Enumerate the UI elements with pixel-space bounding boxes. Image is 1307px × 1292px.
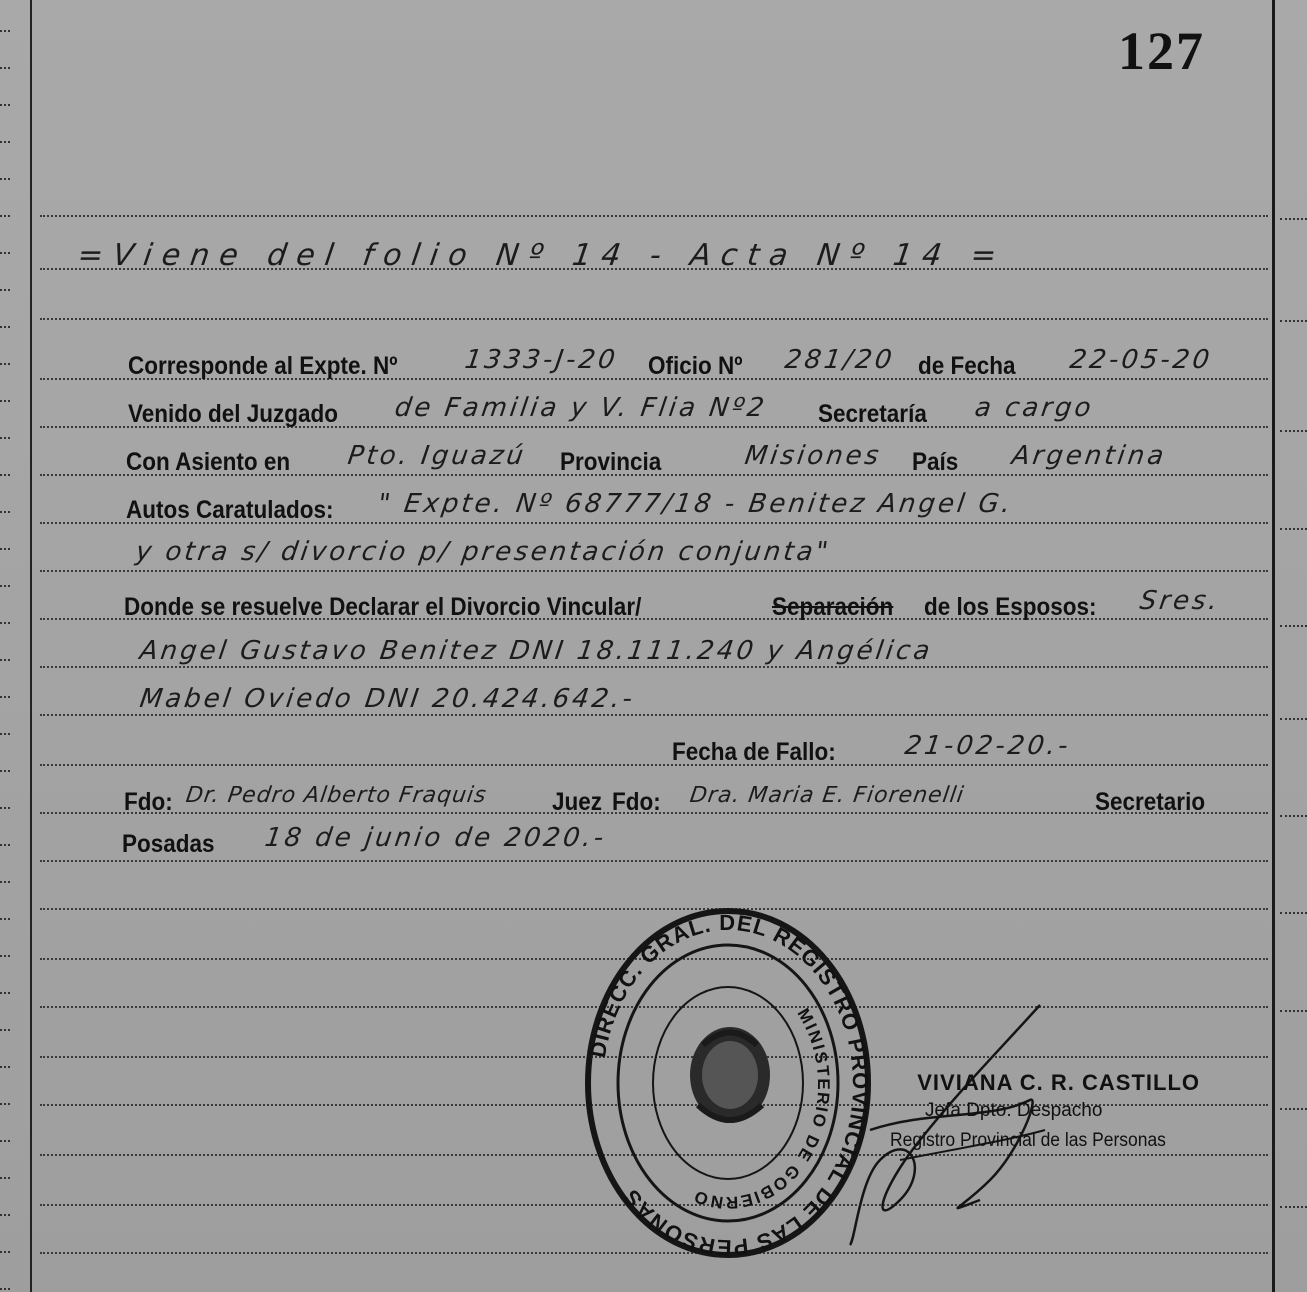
signatory-role: Jefa Dpto. Despacho — [925, 1100, 1103, 1121]
resuelve-label: Donde se resuelve Declarar el Divorcio Vincular/ — [124, 593, 642, 621]
official-seal — [583, 905, 873, 1260]
separacion-label: Separación — [772, 593, 894, 621]
pais-label: País — [912, 448, 959, 476]
secretario-value: Dra. Maria E. Fiorenelli — [688, 783, 966, 808]
secretaria-label: Secretaría — [818, 400, 927, 428]
esposos-label: de los Esposos: — [924, 593, 1097, 621]
signatory-office: Registro Provincial de las Personas — [890, 1130, 1166, 1151]
esposos-line-2: Mabel Oviedo DNI 20.424.642.- — [137, 684, 638, 714]
fdo2-label: Fdo: — [612, 788, 661, 816]
pais-value: Argentina — [1009, 441, 1169, 471]
posadas-label: Posadas — [122, 830, 215, 858]
signatory-name: VIVIANA C. R. CASTILLO — [917, 1070, 1200, 1095]
provincia-label: Provincia — [560, 448, 662, 476]
asiento-label: Con Asiento en — [126, 448, 291, 476]
oficio-label: Oficio Nº — [648, 352, 743, 380]
juez-value: Dr. Pedro Alberto Fraquis — [184, 783, 489, 808]
coat-of-arms-icon — [690, 1027, 770, 1123]
autos-line-1: " Expte. Nº 68777/18 - Benitez Angel G. — [375, 489, 1016, 519]
provincia-value: Misiones — [742, 441, 884, 471]
seal-inner-text: MINISTERIO DE GOBIERNO — [690, 1005, 834, 1213]
secretario-label: Secretario — [1095, 788, 1206, 816]
expte-label: Corresponde al Expte. Nº — [128, 352, 398, 380]
fallo-label: Fecha de Fallo: — [672, 738, 836, 766]
page-number: 127 — [1118, 21, 1205, 81]
fecha-value: 22-05-20 — [1067, 345, 1215, 375]
esposos-line-1: Angel Gustavo Benitez DNI 18.111.240 y Angélica — [137, 636, 935, 666]
esposos-prefix: Sres. — [1137, 586, 1223, 616]
oficio-value: 281/20 — [782, 345, 897, 375]
right-edge-dots — [1280, 0, 1307, 1292]
expte-value: 1333-J-20 — [462, 345, 620, 375]
seal-outer-text: DIRECC. GRAL. DEL REGISTRO PROVINCIAL DE LAS PERSONAS — [584, 909, 873, 1260]
right-margin-line — [1272, 0, 1275, 1292]
secretaria-value: a cargo — [972, 393, 1096, 423]
asiento-value: Pto. Iguazú — [345, 441, 529, 471]
header-note: =Viene del folio Nº 14 - Acta Nº 14 = — [75, 238, 1009, 273]
juez-label: Juez — [552, 788, 603, 816]
autos-line-2: y otra s/ divorcio p/ presentación conjunta" — [133, 537, 833, 567]
left-margin-line — [30, 0, 32, 1292]
fdo-label: Fdo: — [124, 788, 173, 816]
juzgado-label: Venido del Juzgado — [128, 400, 339, 428]
posadas-value: 18 de junio de 2020.- — [262, 823, 609, 853]
fecha-label: de Fecha — [918, 352, 1016, 380]
juzgado-value: de Familia y V. Flia Nº2 — [392, 393, 769, 423]
fallo-value: 21-02-20.- — [902, 731, 1073, 761]
autos-label: Autos Caratulados: — [126, 496, 334, 524]
handwritten-signature — [840, 1000, 1050, 1250]
left-edge-dots — [0, 0, 28, 1292]
